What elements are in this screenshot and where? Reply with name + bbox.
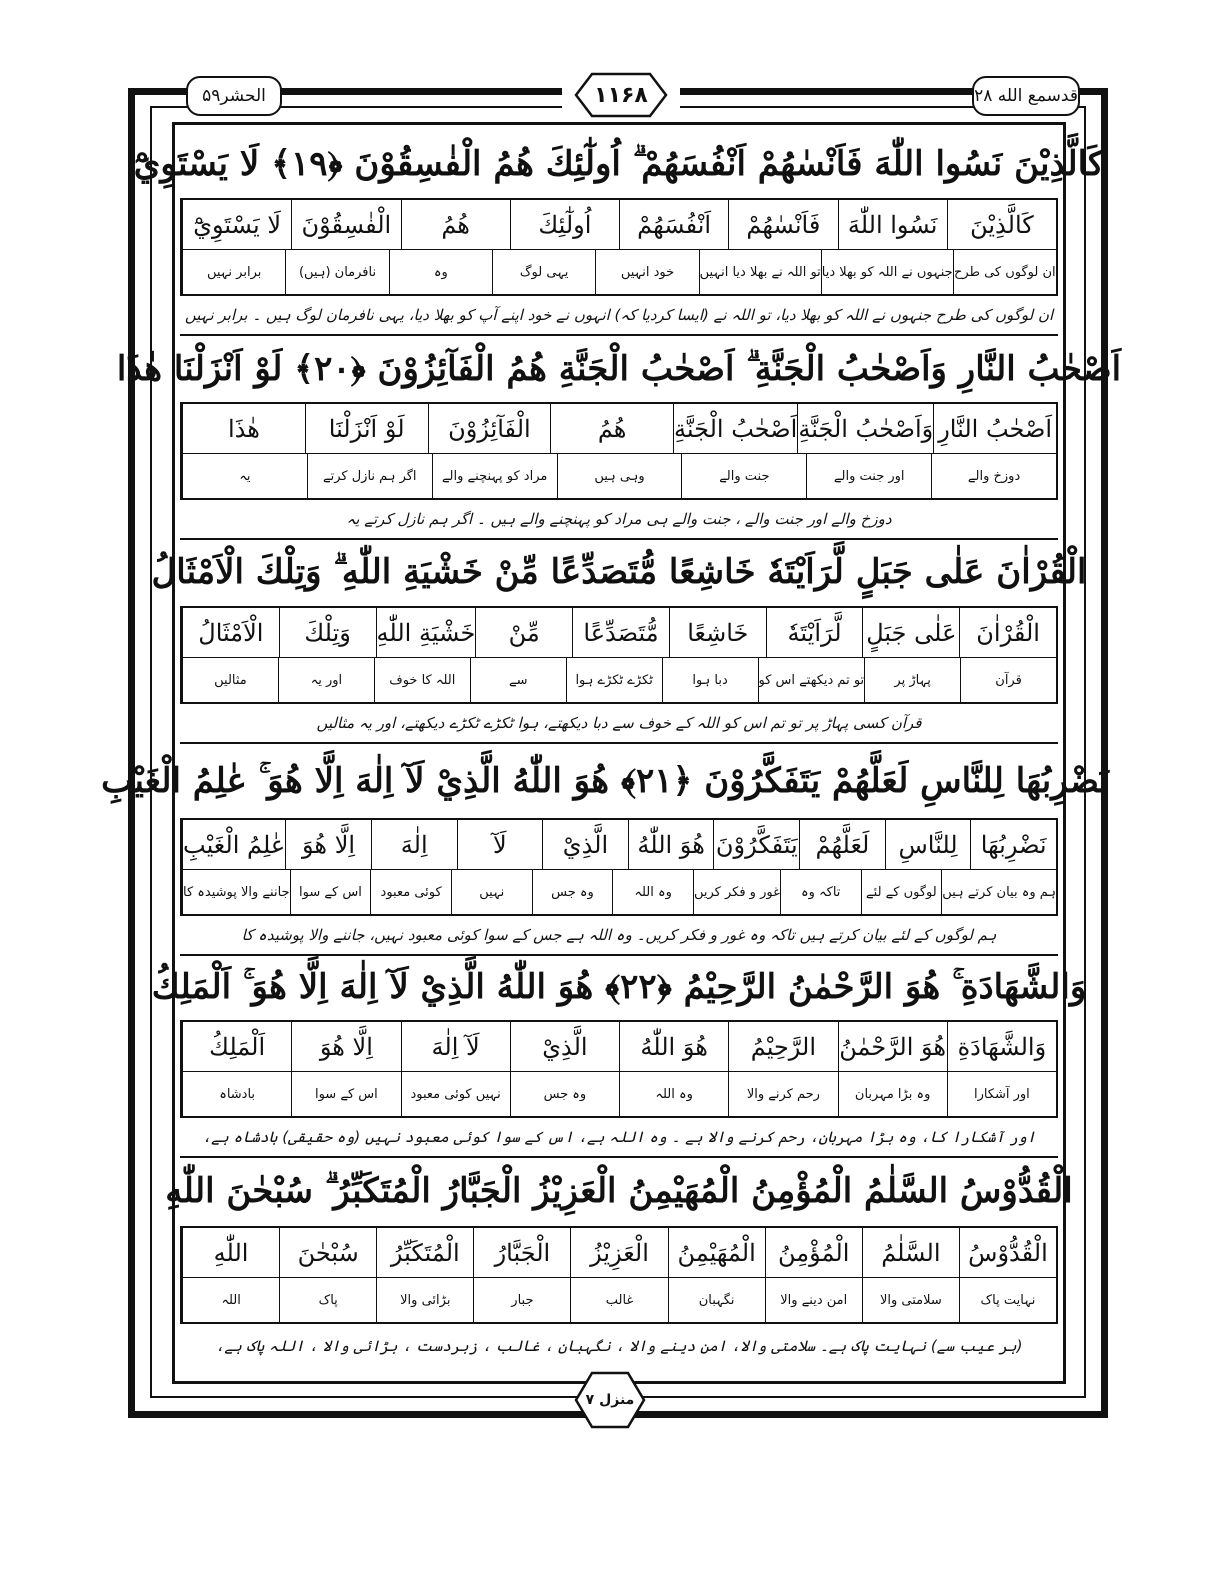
arabic-word: اِلَّا هُوَ [285,820,371,869]
translation-line-4: ہم لوگوں کے لئے بیان کرتے ہیں تاکہ وہ غور و فکر کریں۔ وہ اللہ ہے جس کے سوا کوئی معبود نہیں، جاننے والا پوشیدہ کا [180,916,1058,956]
arabic-word: الْمُهَيْمِنُ [668,1228,765,1277]
urdu-meaning: کوئی معبود [370,870,451,914]
arabic-word: هُوَ اللّٰهُ [619,1022,728,1071]
urdu-meaning: امن دینے والا [765,1278,862,1322]
urdu-meanings-row [182,870,1058,914]
word-grid-2 [180,402,1058,500]
translation-line-2: دوزخ والے اور جنت والے ، جنت والے ہی مراد کو پہنچنے والے ہیں ۔ اگر ہم نازل کرتے یہ [180,500,1058,540]
arabic-word: الْمُؤْمِنُ [765,1228,862,1277]
arabic-word: هُوَ اللّٰهُ [628,820,714,869]
arabic-word: اللّٰهِ [182,1228,279,1277]
urdu-meaning: وہ بڑا مہربان [838,1072,947,1116]
page-number: ۱۱۶۸ [594,82,648,108]
arabic-word: خَشْيَةِ اللّٰهِ [376,608,476,657]
urdu-meaning: برابر نہیں [182,250,285,294]
arabic-words-row [182,404,1058,454]
arabic-word: اُولٰٓئِكَ [510,200,619,249]
surah-name-label: الحشر۵۹ [186,76,282,116]
urdu-meaning: یہی لوگ [492,250,595,294]
urdu-meaning: قرآن [960,658,1058,702]
verse-line-1: كَالَّذِيْنَ نَسُوا اللّٰهَ فَاَنْسٰهُمْ اَنْفُسَهُمْ ۗ اُولٰٓئِكَ هُمُ الْفٰسِقُوْنَ ﴿۱۹﴾ لَا يَسْتَوِيْٓ [133,143,1105,184]
urdu-meaning: وہ اللہ [619,1072,728,1116]
urdu-meaning: جنت والے [681,454,806,498]
verse-line-4: نَضْرِبُهَا لِلنَّاسِ لَعَلَّهُمْ يَتَفَكَّرُوْنَ ﴿۲۱﴾ هُوَ اللّٰهُ الَّذِيْ لَآ اِلٰهَ اِلَّا هُوَ ۚ عٰلِمُ الْغَيْبِ [101,760,1109,801]
verse-line-3: الْقُرْاٰنَ عَلٰى جَبَلٍ لَّرَاَيْتَهٗ خَاشِعًا مُّتَصَدِّعًا مِّنْ خَشْيَةِ اللّٰهِ ۗ وَتِلْكَ الْاَمْثَالُ [151,552,1087,592]
urdu-meanings-row [182,1072,1058,1116]
manzil-label: منزل ۷ [585,1392,635,1408]
urdu-meanings-row [182,1278,1058,1322]
arabic-word: الْقُدُّوْسُ [959,1228,1058,1277]
word-grid-1 [180,198,1058,296]
urdu-meaning: ان لوگوں کی طرح [953,250,1058,294]
translation-line-5: اور آشکارا کا، وہ بڑا مہربان، رحم کرنے والا ہے ۔ وہ اللہ ہے، اس کے سوا کوئی معبود نہیں (وہ حقیقی) بادشاہ ہے، [180,1118,1058,1158]
arabic-word: هُمُ [550,404,673,453]
arabic-word: اِلٰهَ [371,820,457,869]
urdu-meaning: وہ جس [510,1072,619,1116]
urdu-meaning: خود انہیں [595,250,698,294]
urdu-meanings-row [182,250,1058,294]
arabic-word: الْفٰسِقُوْنَ [291,200,400,249]
arabic-words-row [182,608,1058,658]
arabic-word: الَّذِيْ [510,1022,619,1071]
arabic-word: عٰلِمُ الْغَيْبِ [182,820,285,869]
arabic-word: خَاشِعًا [669,608,766,657]
urdu-meaning: سے [470,658,566,702]
urdu-meaning: نافرمان (ہیں) [285,250,388,294]
arabic-word: مِّنْ [475,608,572,657]
arabic-word: وَالشَّهَادَةِ [947,1022,1058,1071]
arabic-word: اَنْفُسَهُمْ [619,200,728,249]
urdu-meaning: اللہ کا خوف [374,658,470,702]
arabic-word: فَاَنْسٰهُمْ [728,200,837,249]
arabic-word: نَضْرِبُهَا [970,820,1058,869]
arabic-word: هٰذَا [182,404,305,453]
arabic-word: يَتَفَكَّرُوْنَ [713,820,799,869]
arabic-word: لَآ اِلٰهَ [401,1022,510,1071]
arabic-word: اَصْحٰبُ النَّارِ [933,404,1058,453]
urdu-meaning: ہم وہ بیان کرتے ہیں [941,870,1058,914]
arabic-word: كَالَّذِيْنَ [947,200,1058,249]
urdu-meaning: وہی ہیں [557,454,682,498]
arabic-word: الْعَزِيْزُ [570,1228,667,1277]
urdu-meaning: نہیں [451,870,532,914]
word-grid-4 [180,818,1058,916]
urdu-meanings-row [182,454,1058,498]
arabic-word: لَآ [457,820,543,869]
urdu-meaning: لوگوں کے لئے [861,870,942,914]
arabic-word: وَتِلْكَ [279,608,376,657]
arabic-word: الْقُرْاٰنَ [959,608,1058,657]
urdu-meaning: اللہ [182,1278,279,1322]
urdu-meaning: نہیں کوئی معبود [401,1072,510,1116]
arabic-word: سُبْحٰنَ [279,1228,376,1277]
arabic-word: اَصْحٰبُ الْجَنَّةِ [673,404,797,453]
urdu-meaning: وہ [389,250,492,294]
urdu-meaning: اور آشکارا [947,1072,1058,1116]
arabic-word: هُوَ الرَّحْمٰنُ [838,1022,947,1071]
arabic-word: لَعَلَّهُمْ [799,820,885,869]
translation-line-6: (ہر عیب سے) نہایت پاک ہے۔ سلامتی والا، امن دینے والا ، نگہبان ، غالب ، زبردست ، بڑائی والا ، اللہ پاک ہے، [215,1337,1023,1355]
urdu-meaning: جاننے والا پوشیدہ کا [182,870,290,914]
urdu-meaning: پاک [279,1278,376,1322]
urdu-meaning: جنہوں نے اللہ کو بھلا دیا [821,250,953,294]
urdu-meaning: اور جنت والے [806,454,931,498]
urdu-meaning: دبا ہوا [662,658,758,702]
arabic-words-row [182,200,1058,250]
manzil-badge [572,1370,648,1430]
word-grid-3 [180,606,1058,704]
page-number-badge [562,70,680,120]
arabic-word: عَلٰى جَبَلٍ [862,608,959,657]
verse-line-6: الْقُدُّوْسُ السَّلٰمُ الْمُؤْمِنُ الْمُهَيْمِنُ الْعَزِيْزُ الْجَبَّارُ الْمُتَكَبِّرُ ۗ سُبْحٰنَ اللّٰهِ [165,1171,1073,1211]
urdu-meaning: بڑائی والا [376,1278,473,1322]
urdu-meaning: تو اللہ نے بھلا دیا انہیں [699,250,821,294]
translation-line-1: ان لوگوں کی طرح جنہوں نے اللہ کو بھلا دیا، تو اللہ نے (ایسا کردیا کہ) انہوں نے خود اپنے آپ کو بھلا دیا، یہی نافرمان لوگ ہیں ۔ برابر نہیں [180,296,1058,336]
urdu-meaning: اس کے سوا [290,870,371,914]
juz-name-label: قدسمع الله ۲۸ [972,76,1080,116]
arabic-words-row [182,820,1058,870]
urdu-meaning: ٹکڑے ٹکڑے ہوا [566,658,662,702]
arabic-word: الْاَمْثَالُ [182,608,279,657]
arabic-word: الْفَآئِزُوْنَ [428,404,551,453]
urdu-meaning: تو تم دیکھتے اس کو [758,658,865,702]
translation-line-3: قرآن کسی پہاڑ پر تو تم اس کو اللہ کے خوف سے دبا دیکھتے، ہوا ٹکڑے ٹکڑے دیکھتے، اور یہ مثالیں [180,704,1058,744]
arabic-word: وَاَصْحٰبُ الْجَنَّةِ [797,404,933,453]
arabic-word: الْجَبَّارُ [473,1228,570,1277]
arabic-word: لَوْ اَنْزَلْنَا [305,404,428,453]
urdu-meaning: مراد کو پہنچنے والے [432,454,557,498]
arabic-word: لَا يَسْتَوِيْٓ [182,200,291,249]
verse-line-5: وَالشَّهَادَةِ ۚ هُوَ الرَّحْمٰنُ الرَّحِيْمُ ﴿۲۲﴾ هُوَ اللّٰهُ الَّذِيْ لَآ اِلٰهَ اِلَّا هُوَ ۚ اَلْمَلِكُ [151,967,1087,1007]
urdu-meaning: بادشاہ [182,1072,291,1116]
urdu-meaning: غور و فکر کریں [693,870,780,914]
urdu-meaning: دوزخ والے [931,454,1058,498]
arabic-word: الرَّحِيْمُ [728,1022,837,1071]
arabic-word: لِلنَّاسِ [885,820,971,869]
urdu-meaning: جبار [473,1278,570,1322]
urdu-meaning: سلامتی والا [862,1278,959,1322]
urdu-meaning: نگہبان [668,1278,765,1322]
arabic-word: السَّلٰمُ [862,1228,959,1277]
urdu-meaning: غالب [570,1278,667,1322]
arabic-word: الْمُتَكَبِّرُ [376,1228,473,1277]
arabic-word: مُّتَصَدِّعًا [572,608,669,657]
urdu-meaning: وہ اللہ [612,870,693,914]
arabic-words-row [182,1022,1058,1072]
arabic-word: الَّذِيْ [542,820,628,869]
arabic-word: اِلَّا هُوَ [291,1022,400,1071]
urdu-meaning: اس کے سوا [291,1072,400,1116]
urdu-meaning: یہ [182,454,307,498]
word-grid-6 [180,1226,1058,1324]
verse-line-2: اَصْحٰبُ النَّارِ وَاَصْحٰبُ الْجَنَّةِ ۗ اَصْحٰبُ الْجَنَّةِ هُمُ الْفَآئِزُوْنَ ﴿۲۰﴾ لَوْ اَنْزَلْنَا هٰذَا [116,348,1122,389]
urdu-meaning: وہ جس [532,870,613,914]
urdu-meaning: تاکہ وہ [780,870,861,914]
arabic-word: نَسُوا اللّٰهَ [838,200,947,249]
arabic-words-row [182,1228,1058,1278]
urdu-meaning: مثالیں [182,658,278,702]
arabic-word: لَّرَاَيْتَهٗ [766,608,863,657]
urdu-meaning: پہاڑ پر [864,658,960,702]
arabic-word: اَلْمَلِكُ [182,1022,291,1071]
urdu-meaning: رحم کرنے والا [728,1072,837,1116]
urdu-meaning: اور یہ [278,658,374,702]
urdu-meaning: نہایت پاک [959,1278,1058,1322]
urdu-meanings-row [182,658,1058,702]
word-grid-5 [180,1020,1058,1118]
arabic-word: هُمُ [401,200,510,249]
urdu-meaning: اگر ہم نازل کرتے [307,454,432,498]
